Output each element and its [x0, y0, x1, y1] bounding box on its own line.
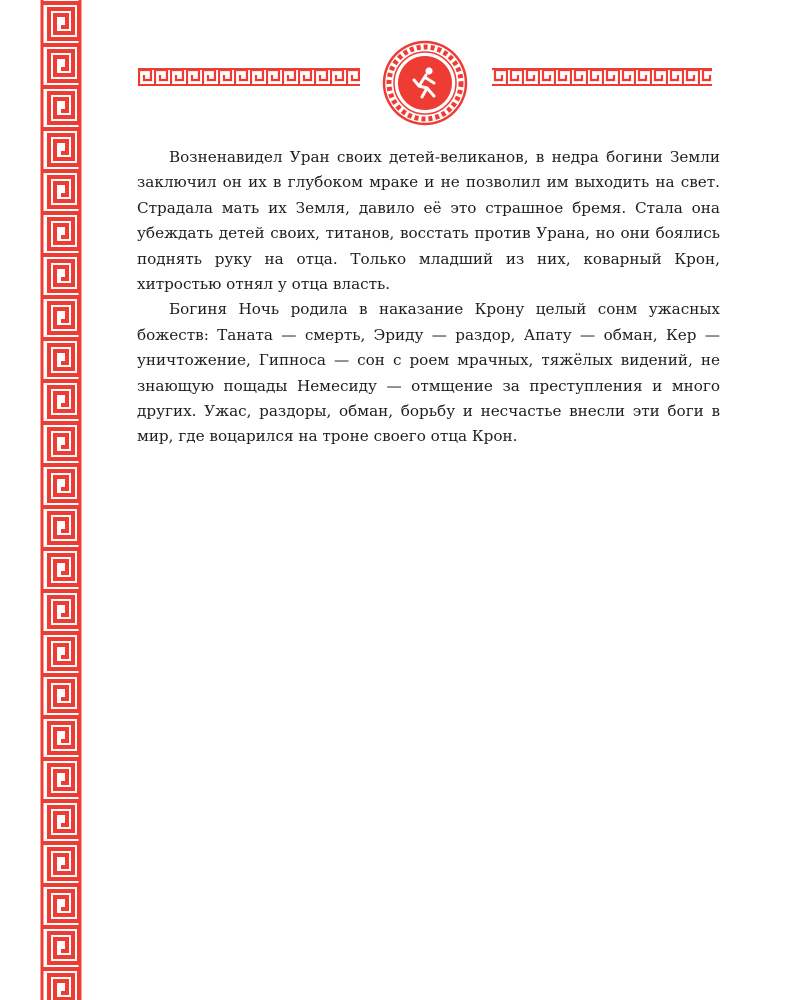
greek-key-band-left — [138, 68, 360, 86]
body-text — [137, 145, 720, 450]
greek-key-band-right — [492, 68, 712, 86]
greek-key-border — [40, 0, 82, 1000]
header-ornament — [130, 40, 720, 126]
paragraph-1: Возненавидел Уран своих детей-великанов, в недра богини Земли заключил он их в глубоком мраке и не позволил им выходить на свет. Страдала мать их Земля, давило её это страшное бремя. Стала она убеждать детей своих, титанов, восстать против Урана, но они боялись поднять руку на отца. Только младший из них, коварный Крон, хитростью отнял у отца власть. — [137, 148, 720, 294]
titan-figure-medallion-icon — [382, 40, 468, 126]
paragraph-2: Богиня Ночь родила в наказание Крону целый сонм ужасных божеств: Таната — смерть, Эриду — раздор, Апату — обман, Кер — уничтожение, Гипноса — сон с роем мрачных, тяжёлых видений, не знающую пощады Немесиду — отмщение за преступления и много других. Ужас, раздоры, обман, борьбу и несчастье внесли эти боги в мир, где воцарился на троне своего отца Крон. — [137, 300, 720, 446]
